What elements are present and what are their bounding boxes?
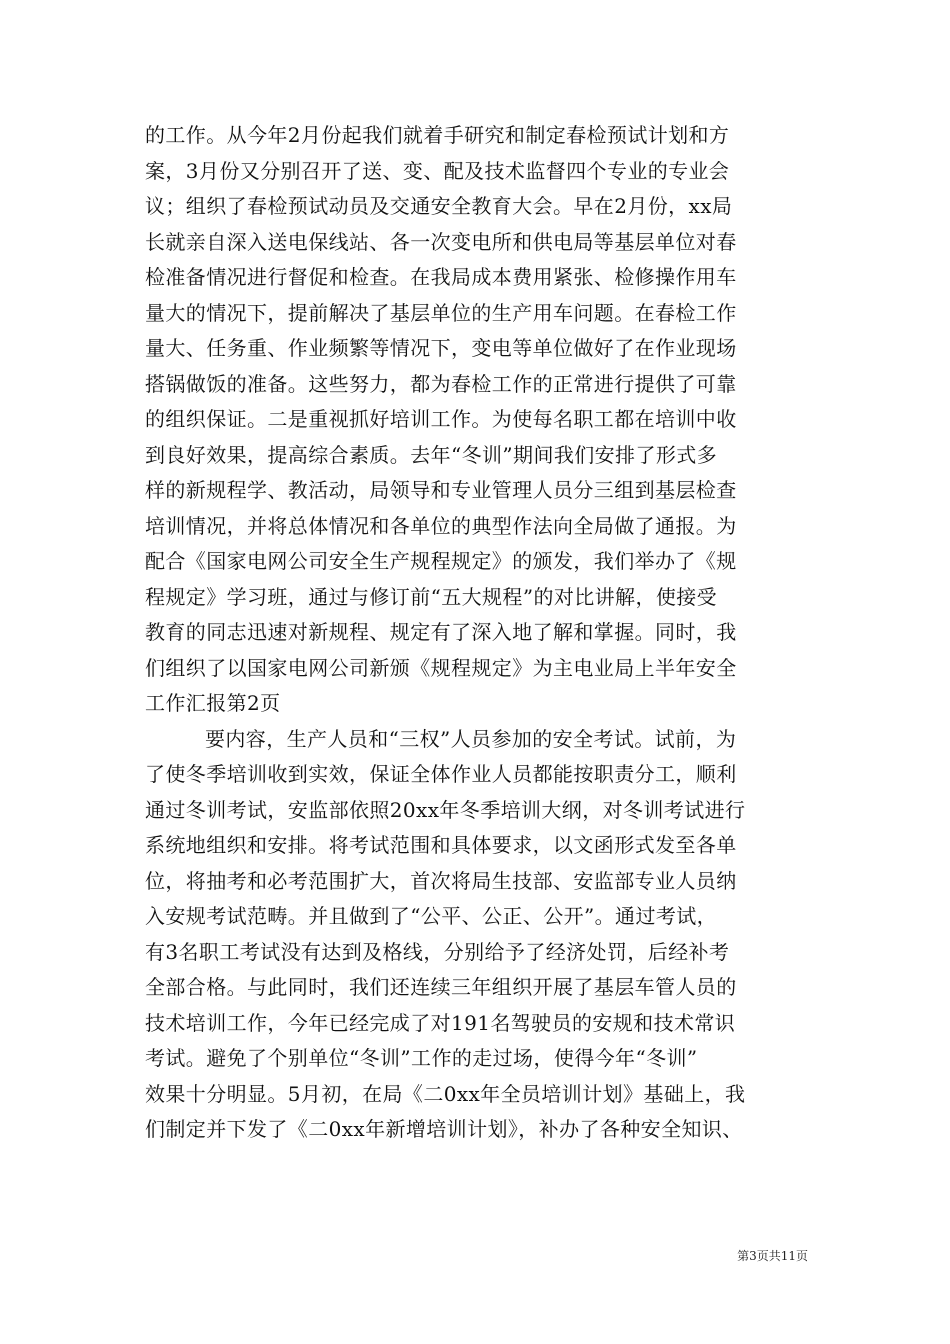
paragraph-first-line: 要内容，生产人员和“三权”人员参加的安全考试。试前，为 bbox=[205, 726, 737, 751]
text-line: 搭锅做饭的准备。这些努力，都为春检工作的正常进行提供了可靠 bbox=[145, 371, 737, 396]
text-line: 们组织了以国家电网公司新颁《规程规定》为主电业局上半年安全 bbox=[145, 655, 737, 680]
text-line: 效果十分明显。5月初，在局《二0xx年全员培训计划》基础上，我 bbox=[145, 1081, 746, 1106]
text-line: 样的新规程学、教活动，局领导和专业管理人员分三组到基层检查 bbox=[145, 478, 737, 502]
text-line: 了使冬季培训收到实效，保证全体作业人员都能按职责分工，顺利 bbox=[145, 762, 737, 786]
text-line: 系统地组织和安排。将考试范围和具体要求，以文函形式发至各单 bbox=[145, 833, 737, 857]
text-line: 的组织保证。二是重视抓好培训工作。为使每名职工都在培训中收 bbox=[145, 407, 737, 431]
text-line: 配合《国家电网公司安全生产规程规定》的颁发，我们举办了《规 bbox=[145, 549, 737, 573]
text-line: 入安规考试范畴。并且做到了“公平、公正、公开”。通过考试， bbox=[145, 904, 718, 928]
text-line: 议；组织了春检预试动员及交通安全教育大会。早在2月份，xx局 bbox=[145, 194, 733, 218]
text-line: 通过冬训考试，安监部依照20xx年冬季培训大纲，对冬训考试进行 bbox=[145, 797, 746, 822]
text-line: 全部合格。与此同时，我们还连续三年组织开展了基层车管人员的 bbox=[145, 975, 737, 999]
text-line: 长就亲自深入送电保线站、各一次变电所和供电局等基层单位对春 bbox=[145, 229, 737, 254]
text-line: 案，3月份又分别召开了送、变、配及技术监督四个专业的专业会 bbox=[145, 158, 730, 183]
text-line: 位，将抽考和必考范围扩大，首次将局生技部、安监部专业人员纳 bbox=[145, 868, 737, 893]
text-line: 到良好效果，提高综合素质。去年“冬训”期间我们安排了形式多 bbox=[145, 442, 718, 467]
text-line: 程规定》学习班，通过与修订前“五大规程”的对比讲解，使接受 bbox=[145, 584, 718, 609]
page-number-footer: 第3页共11页 bbox=[737, 1249, 808, 1263]
text-line: 培训情况，并将总体情况和各单位的典型作法向全局做了通报。为 bbox=[145, 513, 737, 538]
text-line: 们制定并下发了《二0xx年新增培训计划》，补办了各种安全知识、 bbox=[145, 1117, 743, 1141]
text-line: 量大、任务重、作业频繁等情况下，变电等单位做好了在作业现场 bbox=[145, 336, 737, 360]
body-text bbox=[145, 118, 815, 1148]
text-line: 的工作。从今年2月份起我们就着手研究和制定春检预试计划和方 bbox=[145, 123, 730, 147]
text-line: 技术培训工作，今年已经完成了对191名驾驶员的安规和技术常识 bbox=[145, 1010, 736, 1035]
text-line: 检准备情况进行督促和检查。在我局成本费用紧张、检修操作用车 bbox=[145, 265, 737, 289]
text-line: 有3名职工考试没有达到及格线，分别给予了经济处罚，后经补考 bbox=[145, 939, 730, 964]
text-line: 量大的情况下，提前解决了基层单位的生产用车问题。在春检工作 bbox=[145, 300, 737, 325]
text-line: 考试。避免了个别单位“冬训”工作的走过场，使得今年“冬训” bbox=[145, 1046, 698, 1070]
text-line: 教育的同志迅速对新规程、规定有了深入地了解和掌握。同时，我 bbox=[145, 620, 737, 644]
text-line: 工作汇报第2页 bbox=[145, 691, 281, 715]
